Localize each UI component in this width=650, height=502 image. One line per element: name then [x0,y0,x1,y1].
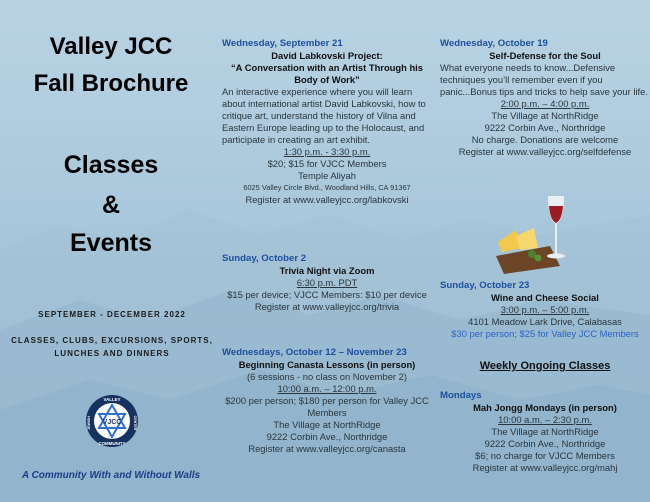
event-address: 6025 Valley Circle Blvd., Woodland Hills, CA 91367 [243,183,411,192]
event-sessions: (6 sessions - no class on November 2) [247,371,407,382]
event-price: $30 per person; $25 for Valley JCC Members [451,328,639,339]
event-price: No charge. Donations are welcome [471,134,619,145]
event-date: Wednesday, October 19 [440,38,548,49]
event-venue: The Village at NorthRidge [273,419,381,430]
event-date: Wednesday, September 21 [222,38,343,49]
event-title: Wine and Cheese Social [491,292,599,303]
classes-heading: Classes [63,151,159,179]
event-venue: The Village at NorthRidge [491,110,599,121]
logo-ring-bottom: COMMUNITY [98,441,126,446]
event-time: 6:30 p.m. PDT [296,277,358,288]
logo-ring-right: CENTER [133,415,137,431]
event-trivia [222,253,432,313]
brochure-title-line2: Fall Brochure [33,70,189,97]
event-price: $20; $15 for VJCC Members [267,158,387,169]
event-address: 9222 Corbin Ave., Northridge [484,122,606,133]
weekly-price: $6; no charge for VJCC Members [475,450,615,461]
logo-ring-top: VALLEY [103,397,121,402]
date-range: SEPTEMBER - DECEMBER 2022 [38,310,186,319]
event-price: $200 per person; $180 per person for Valley JCC Members [225,395,429,418]
tagline: A Community With and Without Walls [21,470,201,481]
logo-ring-left: JEWISH [87,416,91,430]
brochure-title-line1: Valley JCC [49,33,173,60]
weekly-mahjongg [440,390,650,474]
event-title: Self-Defense for the Soul [489,50,601,61]
event-address: 4101 Meadow Lark Drive, Calabasas [468,316,622,327]
weekly-venue: The Village at NorthRidge [491,426,599,437]
event-time: 10:00 a.m. – 12:00 p.m. [277,383,377,394]
event-subtitle: “A Conversation with an Artist Through his Body of Work” [230,62,424,85]
event-labkovski [222,38,432,206]
weekly-heading: Weekly Ongoing Classes [479,360,611,372]
event-address: 9222 Corbin Ave., Northridge [266,431,388,442]
ampersand: & [101,191,121,219]
categories-line1: CLASSES, CLUBS, EXCURSIONS, SPORTS, [11,336,213,345]
event-description: What everyone needs to know...Defensive techniques you’ll remember even if you panic...Bonus tips and tricks to help save your life. [440,62,648,97]
event-time: 3:00 p.m. – 5:00 p.m. [500,304,590,315]
middle-panel [222,0,432,502]
weekly-register-link[interactable]: Register at www.valleyjcc.org/mahj [472,462,618,473]
event-time: 2:00 p.m. – 4:00 p.m. [500,98,590,109]
event-price: $15 per device; VJCC Members: $10 per device [227,289,427,300]
event-title: Trivia Night via Zoom [279,265,375,276]
event-register-link[interactable]: Register at www.valleyjcc.org/trivia [254,301,400,312]
cover-panel [0,0,222,502]
event-venue: Temple Aliyah [298,170,356,181]
event-register-link[interactable]: Register at www.valleyjcc.org/labkovski [245,194,409,205]
event-self-defense [440,38,650,158]
event-register-link[interactable]: Register at www.valleyjcc.org/canasta [248,443,406,454]
vjcc-logo [85,394,139,448]
weekly-address: 9222 Corbin Ave., Northridge [484,438,606,449]
weekly-day: Mondays [440,390,482,401]
event-date: Wednesdays, October 12 – November 23 [222,347,407,358]
event-title: David Labkovski Project: [271,50,383,61]
wine-cheese-illustration [490,190,580,276]
event-canasta [222,347,432,455]
weekly-title: Mah Jongg Mondays (in person) [473,402,617,413]
event-date: Sunday, October 2 [222,253,307,264]
event-date: Sunday, October 23 [440,280,530,291]
logo-text: VJCC [102,419,122,426]
events-heading: Events [70,229,152,257]
weekly-time: 10:00 a.m. – 2:30 p.m. [498,414,592,425]
event-description: An interactive experience where you will learn about international artist David Labkovski, how to critique art, understand the history of Vilna and Eastern Europe leading up to the Holocaust, and participate in creating an art exhibit. [222,86,426,145]
event-title: Beginning Canasta Lessons (in person) [238,359,416,370]
event-time: 1:30 p.m. - 3:30 p.m. [283,146,371,157]
categories-line2: LUNCHES AND DINNERS [54,349,170,358]
event-register-link[interactable]: Register at www.valleyjcc.org/selfdefense [458,146,632,157]
event-wine-cheese [440,280,650,340]
